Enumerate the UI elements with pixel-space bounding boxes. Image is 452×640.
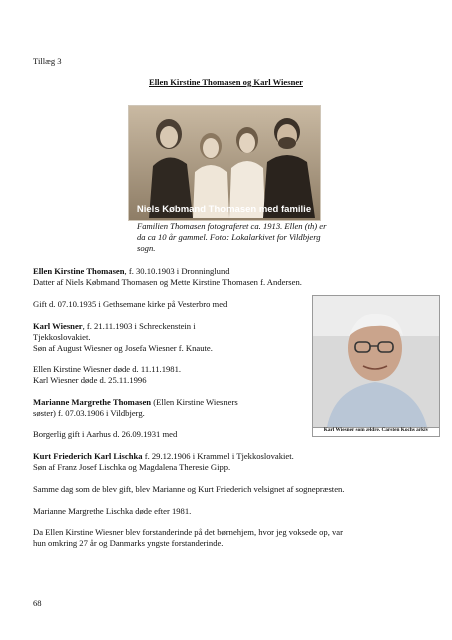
karl-wiesner-photo-caption: Karl Wiesner som ældre. Carsten Kochs arkiv: [312, 425, 440, 437]
family-photo-overlay-text: Niels Købmand Thomasen med familie: [136, 204, 312, 215]
family-photo-caption-line-3: sogn.: [137, 243, 156, 253]
page-title: Ellen Kirstine Thomasen og Karl Wiesner: [149, 77, 303, 87]
ellen-parents: Datter af Niels Købmand Thomasen og Mette Kirstine Thomasen f. Andersen.: [33, 277, 302, 287]
kurt-parents: Søn af Franz Josef Lischka og Magdalena Theresie Gipp.: [33, 462, 231, 472]
karl-name: Karl Wiesner: [33, 321, 83, 331]
family-photo-caption-line-1: Familien Thomasen fotograferet ca. 1913. Ellen (th) er: [137, 221, 327, 231]
marianne-line-2: søster) f. 07.03.1906 i Vildbjerg.: [33, 408, 145, 418]
kurt-name: Kurt Friederich Karl Lischka: [33, 451, 143, 461]
ellen-death: Ellen Kirstine Wiesner døde d. 11.11.1981.: [33, 364, 182, 374]
karl-wiesner-photo: [312, 295, 440, 428]
marriage-line: Gift d. 07.10.1935 i Gethsemane kirke på Vesterbro med: [33, 299, 228, 309]
family-photo-caption-line-2: da ca 10 år gammel. Foto: Lokalarkivet for Vildbjerg: [137, 232, 321, 242]
appendix-label: Tillæg 3: [33, 56, 62, 66]
kurt-born: f. 29.12.1906 i Krammel i Tjekkoslovakiet.: [142, 451, 294, 461]
ellen-born: , f. 30.10.1903 i Dronninglund: [124, 266, 230, 276]
marianne-line-1: [33, 397, 238, 408]
closing-line-1: Da Ellen Kirstine Wiesner blev forstanderinde på det børnehjem, hvor jeg voksede op, var: [33, 527, 343, 537]
ellen-name: Ellen Kirstine Thomasen: [33, 266, 125, 276]
family-photo-image: [129, 106, 320, 220]
karl-born: , f. 21.11.1903 i Schreckenstein i: [82, 321, 196, 331]
marianne-rest: (Ellen Kirstine Wiesners: [151, 397, 238, 407]
karl-country: Tjekkoslovakiet.: [33, 332, 91, 342]
marianne-death: Marianne Margrethe Lischka døde efter 1981.: [33, 506, 192, 516]
karl-wiesner-photo-image: [313, 296, 439, 427]
karl-death: Karl Wiesner døde d. 25.11.1996: [33, 375, 147, 385]
closing-line-2: hun omkring 27 år og Danmarks yngste forstanderinde.: [33, 538, 224, 548]
civil-marriage-line: Borgerlig gift i Aarhus d. 26.09.1931 med: [33, 429, 178, 439]
page-number: 68: [33, 598, 42, 608]
same-day-line: Samme dag som de blev gift, blev Marianne og Kurt Friederich velsignet af sognepræsten.: [33, 484, 345, 494]
kurt-birth-line: [33, 451, 294, 462]
karl-parents: Søn af August Wiesner og Josefa Wiesner f. Knaute.: [33, 343, 213, 353]
karl-birth-line: [33, 321, 196, 332]
family-photo: [128, 105, 321, 221]
marianne-name: Marianne Margrethe Thomasen: [33, 397, 152, 407]
ellen-birth-line: [33, 266, 230, 277]
